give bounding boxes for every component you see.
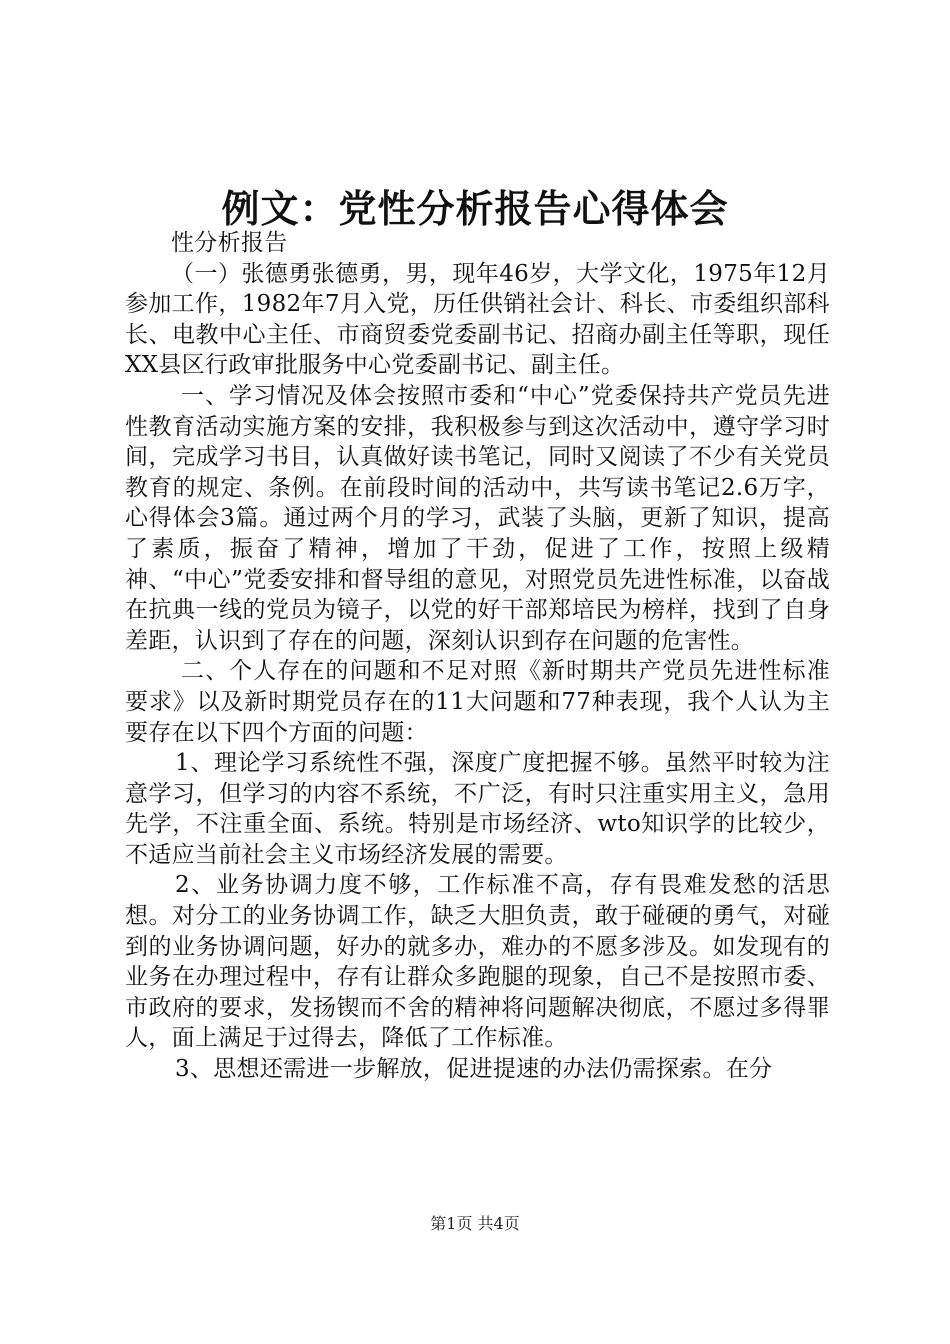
document-title: 例文：党性分析报告心得体会	[221, 186, 729, 231]
paragraph-problems: 二、个人存在的问题和不足对照《新时期共产党员先进性标准要求》以及新时期党员存在的11大问题和77种表现，我个人认为主要存在以下四个方面的问题：	[125, 658, 830, 746]
page-number-footer: 第1页 共4页	[430, 1214, 520, 1233]
paragraph-study: 一、学习情况及体会按照市委和“中心”党委保持共产党员先进性教育活动实施方案的安排，我积极参与到这次活动中，遵守学习时间，完成学习书目，认真做好读书笔记，同时又阅读了不少有关党员教育的规定、条例。在前段时间的活动中，共写读书笔记2.6万字，心得体会3篇。通过两个月的学习，武装了头脑，更新了知识，提高了素质，振奋了精神，增加了干劲，促进了工作，按照上级精神、“中心”党委安排和督导组的意见，对照党员先进性标准，以奋战在抗典一线的党员为镜子，以党的好干部郑培民为榜样，找到了自身差距，认识到了存在的问题，深刻认识到存在问题的危害性。	[125, 382, 830, 654]
paragraph-problem-1: 1、理论学习系统性不强，深度广度把握不够。虽然平时较为注意学习，但学习的内容不系统，不广泛，有时只注重实用主义，急用先学，不注重全面、系统。特别是市场经济、wto知识学的比较少，不适应当前社会主义市场经济发展的需要。	[125, 750, 830, 868]
paragraph-profile: （一）张德勇张德勇，男，现年46岁，大学文化，1975年12月参加工作，1982年7月入党，历任供销社会计、科长、市委组织部科长、电教中心主任、市商贸委党委副书记、招商办副主任等职，现任XX县区行政审批服务中心党委副书记、副主任。	[125, 260, 830, 379]
paragraph-heading: 性分析报告	[171, 230, 288, 256]
paragraph-problem-3: 3、思想还需进一步解放，促进提速的办法仍需探索。在分	[175, 1056, 773, 1083]
document-body	[125, 228, 830, 1085]
paragraph-problem-2: 2、业务协调力度不够，工作标准不高，存有畏难发愁的活思想。对分工的业务协调工作，缺乏大胆负责，敢于碰硬的勇气，对碰到的业务协调问题，好办的就多办，难办的不愿多涉及。如发现有的业务在办理过程中，存有让群众多跑腿的现象，自己不是按照市委、市政府的要求，发扬锲而不舍的精神将问题解决彻底，不愿过多得罪人，面上满足于过得去，降低了工作标准。	[125, 872, 830, 1052]
